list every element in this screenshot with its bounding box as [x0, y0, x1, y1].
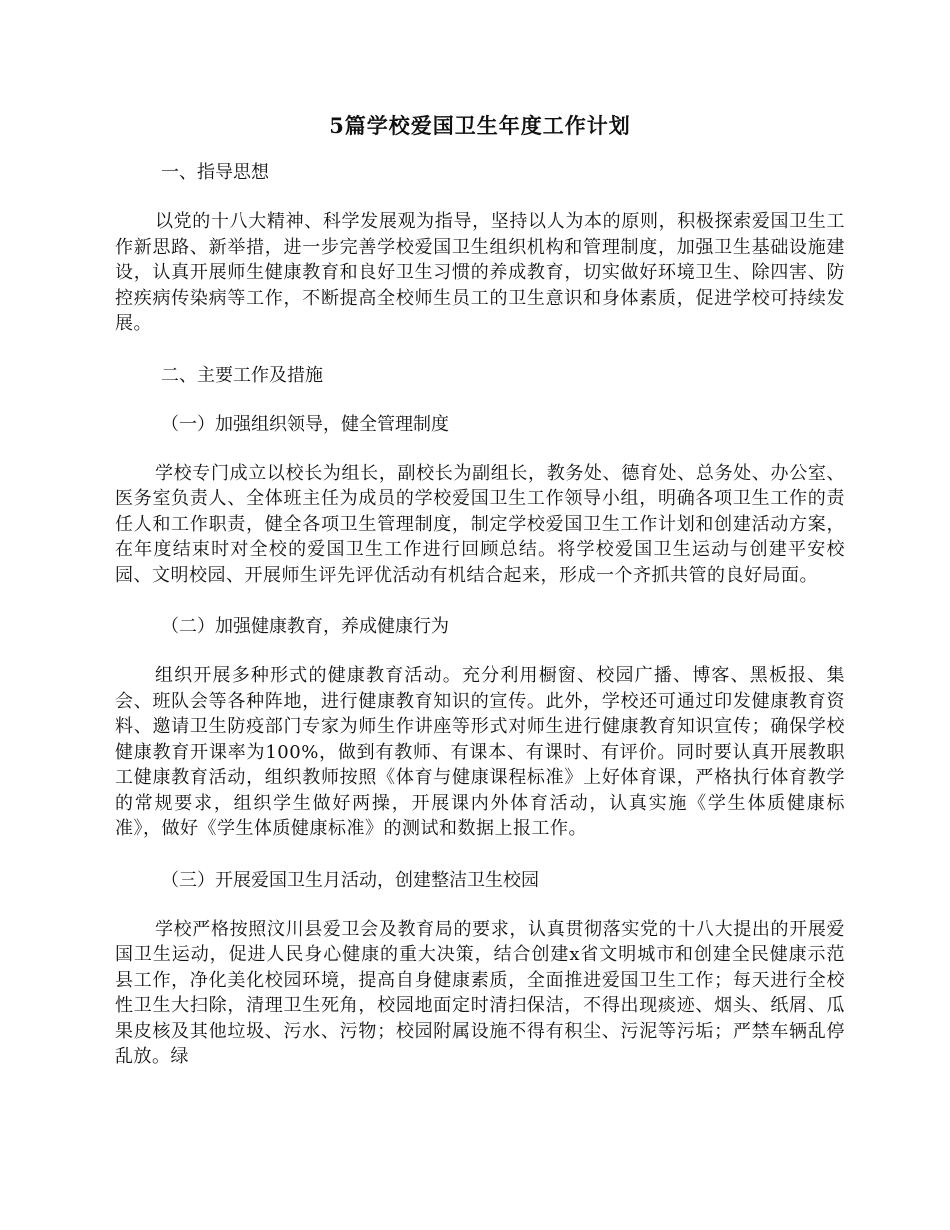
subsection-heading-organization: （一）加强组织领导，健全管理制度	[161, 413, 449, 435]
document-page	[115, 110, 845, 1096]
paragraph-guiding-ideology: 以党的十八大精神、科学发展观为指导，坚持以人为本的原则，积极探索爱国卫生工作新思路、新举措，进一步完善学校爱国卫生组织机构和管理制度，加强卫生基础设施建设，认真开展师生健康教育和良好卫生习惯的养成教育，切实做好环境卫生、除四害、防控疾病传染病等工作，不断提高全校师生员工的卫生意识和身体素质，促进学校可持续发展。	[115, 211, 845, 334]
section-heading-guiding-ideology: 一、指导思想	[161, 162, 269, 183]
document-title: 5篇学校爱国卫生年度工作计划	[329, 113, 631, 138]
subsection-heading-health-education: （二）加强健康教育，养成健康行为	[161, 616, 449, 637]
subsection-heading-hygiene-month: （三）开展爱国卫生月活动，创建整洁卫生校园	[161, 869, 539, 891]
paragraph-health-education: 组织开展多种形式的健康教育活动。充分利用橱窗、校园广播、博客、黑板报、集会、班队会等各种阵地，进行健康教育知识的宣传。此外，学校还可通过印发健康教育资料、邀请卫生防疫部门专家为师生作讲座等形式对师生进行健康教育知识宣传；确保学校健康教育开课率为100%，做到有教师、有课本、有课时、有评价。同时要认真开展教职工健康教育活动，组织教师按照《体育与健康课程标准》上好体育课，严格执行体育教学的常规要求，组织学生做好两操，开展课内外体育活动，认真实施《学生体质健康标准》，做好《学生体质健康标准》的测试和数据上报工作。	[115, 665, 845, 839]
section-heading-main-work: 二、主要工作及措施	[161, 364, 323, 386]
paragraph-hygiene-month: 学校严格按照汶川县爱卫会及教育局的要求，认真贯彻落实党的十八大提出的开展爱国卫生运动，促进人民身心健康的重大决策，结合创建x省文明城市和创建全民健康示范县工作，净化美化校园环境，提高自身健康素质，全面推进爱国卫生工作；每天进行全校性卫生大扫除，清理卫生死角，校园地面定时清扫保洁，不得出现痰迹、烟头、纸屑、瓜果皮核及其他垃圾、污水、污物；校园附属设施不得有积尘、污泥等污垢；严禁车辆乱停乱放。绿	[115, 918, 845, 1067]
paragraph-organization: 学校专门成立以校长为组长，副校长为副组长，教务处、德育处、总务处、办公室、医务室负责人、全体班主任为成员的学校爱国卫生工作领导小组，明确各项卫生工作的责任人和工作职责，健全各项卫生管理制度，制定学校爱国卫生工作计划和创建活动方案，在年度结束时对全校的爱国卫生工作进行回顾总结。将学校爱国卫生运动与创建平安校园、文明校园、开展师生评先评优活动有机结合起来，形成一个齐抓共管的良好局面。	[115, 462, 845, 586]
